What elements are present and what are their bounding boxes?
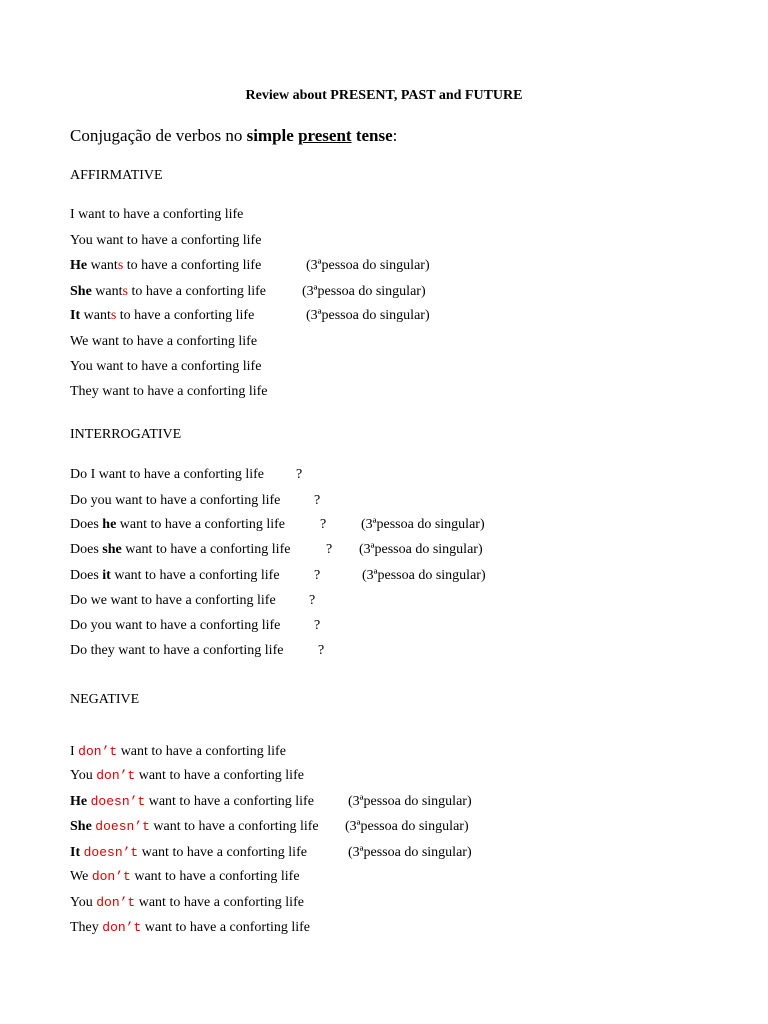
affirmative-line-3: [70, 257, 430, 274]
subject: he: [102, 517, 117, 532]
person-note: (3ªpessoa do singular): [361, 517, 485, 532]
predicate: want to have a conforting life: [116, 517, 285, 532]
predicate: want to have a conforting life: [98, 384, 268, 399]
affirmative-line-1: [70, 206, 243, 223]
subject: it: [102, 568, 111, 583]
subtitle-colon: :: [392, 126, 398, 145]
question-mark: ?: [296, 467, 303, 482]
negative-line-4: [70, 818, 469, 835]
question-mark: ?: [326, 542, 333, 557]
predicate: want to have a conforting life: [110, 568, 280, 583]
predicate: want to have a conforting life: [95, 467, 265, 482]
subtitle-tense: tense: [351, 126, 393, 145]
predicate: want to have a conforting life: [145, 794, 314, 809]
person-note: (3ªpessoa do singular): [302, 284, 426, 299]
auxiliary: Do: [70, 467, 88, 482]
predicate: want to have a conforting life: [106, 593, 276, 608]
subject: You: [70, 895, 93, 910]
auxiliary: Does: [70, 542, 99, 557]
question-mark: ?: [309, 593, 316, 608]
affirmative-line-5: [70, 307, 430, 324]
predicate: to have a conforting life: [123, 258, 262, 273]
question-mark: ?: [314, 493, 321, 508]
affirmative-line-8: [70, 383, 267, 400]
subtitle-prefix: Conjugação de verbos no: [70, 126, 247, 145]
question-mark: ?: [320, 517, 327, 532]
auxiliary: Do: [70, 493, 88, 508]
predicate: want to have a conforting life: [74, 207, 244, 222]
predicate: want to have a conforting life: [114, 643, 284, 658]
negative-line-6: [70, 868, 300, 885]
negative-line-1: [70, 743, 286, 760]
subject: You: [70, 768, 93, 783]
affirmative-line-7: [70, 358, 261, 375]
negation: don’t: [96, 895, 136, 910]
heading-interrogative: INTERROGATIVE: [70, 427, 182, 442]
predicate: want to have a conforting life: [111, 493, 281, 508]
predicate: want to have a conforting life: [111, 618, 281, 633]
subject: I: [70, 744, 75, 759]
subject: She: [70, 284, 92, 299]
negative-line-5: [70, 844, 472, 861]
predicate: want to have a conforting life: [135, 768, 304, 783]
predicate: want to have a conforting life: [141, 920, 310, 935]
interrogative-line-4: [70, 541, 483, 558]
verb-stem: want: [80, 308, 111, 323]
person-note: (3ªpessoa do singular): [306, 258, 430, 273]
predicate: want to have a conforting life: [138, 845, 307, 860]
subject: It: [70, 845, 81, 860]
subject: we: [90, 593, 107, 608]
negation: don’t: [78, 744, 118, 759]
interrogative-line-1: [70, 466, 303, 483]
subtitle-simple: simple: [246, 126, 299, 145]
subject: We: [70, 869, 89, 884]
subject: you: [90, 493, 112, 508]
interrogative-line-7: [70, 617, 321, 634]
affirmative-line-4: [70, 283, 426, 300]
subject: I: [70, 207, 75, 222]
verb-stem: want: [87, 258, 118, 273]
person-note: (3ªpessoa do singular): [345, 819, 469, 834]
affirmative-line-6: [70, 333, 257, 350]
subject: I: [90, 467, 96, 482]
heading-negative: NEGATIVE: [70, 692, 140, 707]
predicate: to have a conforting life: [116, 308, 255, 323]
predicate: want to have a conforting life: [121, 542, 291, 557]
negation: don’t: [91, 869, 131, 884]
predicate: want to have a conforting life: [130, 869, 300, 884]
subject: You: [70, 359, 93, 374]
subject: You: [70, 233, 93, 248]
verb-suffix: s: [122, 284, 128, 299]
subject: they: [90, 643, 115, 658]
auxiliary: Do: [70, 643, 88, 658]
predicate: to have a conforting life: [127, 284, 266, 299]
document-title: Review about PRESENT, PAST and FUTURE: [245, 88, 523, 103]
affirmative-line-2: [70, 232, 261, 249]
verb-suffix: s: [110, 308, 117, 323]
subject: you: [90, 618, 112, 633]
predicate: want to have a conforting life: [92, 359, 262, 374]
predicate: want to have a conforting life: [117, 744, 286, 759]
person-note: (3ªpessoa do singular): [306, 308, 430, 323]
negation: doesn’t: [95, 819, 150, 834]
predicate: want to have a conforting life: [88, 334, 258, 349]
auxiliary: Does: [70, 517, 99, 532]
question-mark: ?: [314, 618, 321, 633]
person-note: (3ªpessoa do singular): [348, 794, 472, 809]
subject: He: [70, 794, 88, 809]
subject: she: [102, 542, 122, 557]
subtitle-present: present: [298, 126, 352, 145]
subject: They: [70, 920, 99, 935]
subject: They: [70, 384, 99, 399]
predicate: want to have a conforting life: [149, 819, 319, 834]
verb-suffix: s: [117, 258, 124, 273]
negative-line-3: [70, 793, 472, 810]
negation: doesn’t: [90, 794, 146, 809]
subject: It: [70, 308, 81, 323]
heading-affirmative: AFFIRMATIVE: [70, 168, 163, 183]
negation: doesn’t: [83, 845, 139, 860]
auxiliary: Does: [70, 568, 99, 583]
auxiliary: Do: [70, 618, 88, 633]
subject: We: [70, 334, 89, 349]
negative-line-2: [70, 767, 304, 784]
predicate: want to have a conforting life: [92, 233, 262, 248]
person-note: (3ªpessoa do singular): [362, 568, 486, 583]
interrogative-line-2: [70, 492, 321, 509]
person-note: (3ªpessoa do singular): [359, 542, 483, 557]
person-note: (3ªpessoa do singular): [348, 845, 472, 860]
interrogative-line-3: [70, 516, 485, 533]
subject: She: [70, 819, 92, 834]
section-subtitle: [70, 126, 397, 146]
subject: He: [70, 258, 88, 273]
negative-line-8: [70, 919, 310, 936]
question-mark: ?: [318, 643, 325, 658]
negative-line-7: [70, 894, 304, 911]
question-mark: ?: [314, 568, 321, 583]
verb-stem: want: [91, 284, 123, 299]
interrogative-line-5: [70, 567, 486, 584]
interrogative-line-6: [70, 592, 316, 609]
auxiliary: Do: [70, 593, 88, 608]
negation: don’t: [102, 920, 142, 935]
predicate: want to have a conforting life: [135, 895, 304, 910]
negation: don’t: [96, 768, 136, 783]
interrogative-line-8: [70, 642, 325, 659]
